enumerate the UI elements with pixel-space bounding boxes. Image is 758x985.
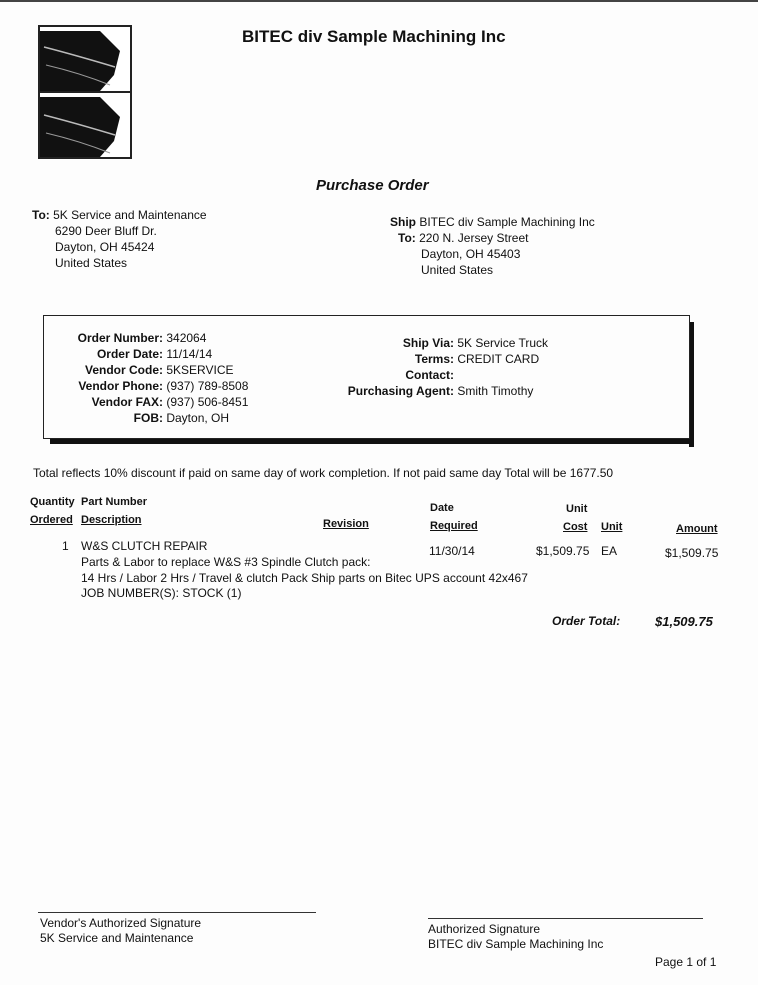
vendor-city: Dayton, OH 45424	[55, 240, 155, 254]
item-name: W&S CLUTCH REPAIR	[81, 539, 208, 553]
vendor-code: 5KSERVICE	[166, 363, 234, 377]
ship-to-street: 220 N. Jersey Street	[419, 231, 529, 245]
contact-label: Contact:	[405, 368, 454, 382]
ship-via-label: Ship Via:	[402, 336, 454, 350]
vendor-code-label: Vendor Code:	[84, 363, 163, 377]
ship-label: Ship	[390, 215, 416, 229]
authorized-signature-label: Authorized Signature	[428, 922, 541, 936]
vendor-address	[32, 207, 207, 271]
item-qty: 1	[62, 539, 69, 553]
item-unit: EA	[601, 544, 618, 558]
authorized-signature-name: BITEC div Sample Machining Inc	[428, 937, 604, 951]
order-details-left	[48, 330, 248, 426]
vendor-phone: (937) 789-8508	[166, 379, 249, 393]
ship-to-city: Dayton, OH 45403	[421, 247, 521, 261]
item-date-required: 11/30/14	[429, 544, 475, 558]
box-shadow-bottom	[50, 439, 694, 444]
order-number: 342064	[166, 331, 207, 345]
order-total-value: $1,509.75	[655, 614, 713, 629]
discount-note: Total reflects 10% discount if paid on same day of work completion. If not paid same day Total will be 1677.50	[33, 466, 614, 480]
order-total-label: Order Total:	[552, 614, 621, 628]
vendor-signature-name: 5K Service and Maintenance	[40, 931, 194, 945]
logo-drill-bottom-icon	[38, 91, 132, 159]
col-revision: Revision	[323, 518, 369, 530]
ship-to-label: To:	[398, 231, 416, 245]
terms-label: Terms:	[414, 352, 454, 366]
item-amount: $1,509.75	[665, 546, 719, 560]
vendor-country: United States	[55, 256, 128, 270]
item-desc-line1: Parts & Labor to replace W&S #3 Spindle Clutch pack:	[81, 555, 371, 569]
vendor-fax-label: Vendor FAX:	[91, 395, 163, 409]
authorized-signature-line	[428, 918, 703, 919]
col-amount: Amount	[676, 523, 718, 535]
order-number-label: Order Number:	[77, 331, 163, 345]
purchasing-agent-label: Purchasing Agent:	[347, 384, 454, 398]
order-date-label: Order Date:	[96, 347, 163, 361]
item-unit-cost: $1,509.75	[536, 544, 590, 558]
terms-value: CREDIT CARD	[457, 352, 540, 366]
col-part-number: Part Number	[81, 496, 148, 508]
vendor-street: 6290 Deer Bluff Dr.	[55, 224, 157, 238]
col-unit: Unit	[601, 521, 623, 533]
col-cost: Cost	[563, 521, 588, 533]
document-title: Purchase Order	[316, 177, 429, 194]
item-desc-line3: JOB NUMBER(S): STOCK (1)	[81, 586, 242, 600]
to-label: To:	[32, 208, 50, 222]
vendor-name: 5K Service and Maintenance	[53, 208, 207, 222]
col-ordered: Ordered	[30, 514, 73, 526]
col-quantity: Quantity	[30, 496, 75, 508]
logo-drill-top-icon	[38, 25, 132, 93]
ship-to-country: United States	[421, 263, 494, 277]
ship-to-name: BITEC div Sample Machining Inc	[419, 215, 595, 229]
vendor-signature-label: Vendor's Authorized Signature	[40, 916, 202, 930]
fob-label: FOB:	[133, 411, 163, 425]
page-number: Page 1 of 1	[655, 955, 717, 969]
col-unit-top: Unit	[566, 503, 588, 515]
company-name: BITEC div Sample Machining Inc	[242, 27, 506, 46]
vendor-fax: (937) 506-8451	[166, 395, 249, 409]
fob-value: Dayton, OH	[166, 411, 230, 425]
vendor-signature-line	[38, 912, 316, 913]
ship-to-address	[390, 214, 595, 278]
order-date: 11/14/14	[166, 347, 213, 361]
item-desc-line2: 14 Hrs / Labor 2 Hrs / Travel & clutch Pack Ship parts on Bitec UPS account 42x467	[81, 571, 528, 585]
col-description: Description	[81, 514, 142, 526]
vendor-phone-label: Vendor Phone:	[78, 379, 163, 393]
top-border	[0, 0, 758, 2]
purchasing-agent: Smith Timothy	[457, 384, 534, 398]
col-date: Date	[430, 502, 454, 514]
col-required: Required	[430, 520, 478, 532]
ship-via: 5K Service Truck	[457, 336, 549, 350]
order-details-right	[300, 335, 548, 399]
